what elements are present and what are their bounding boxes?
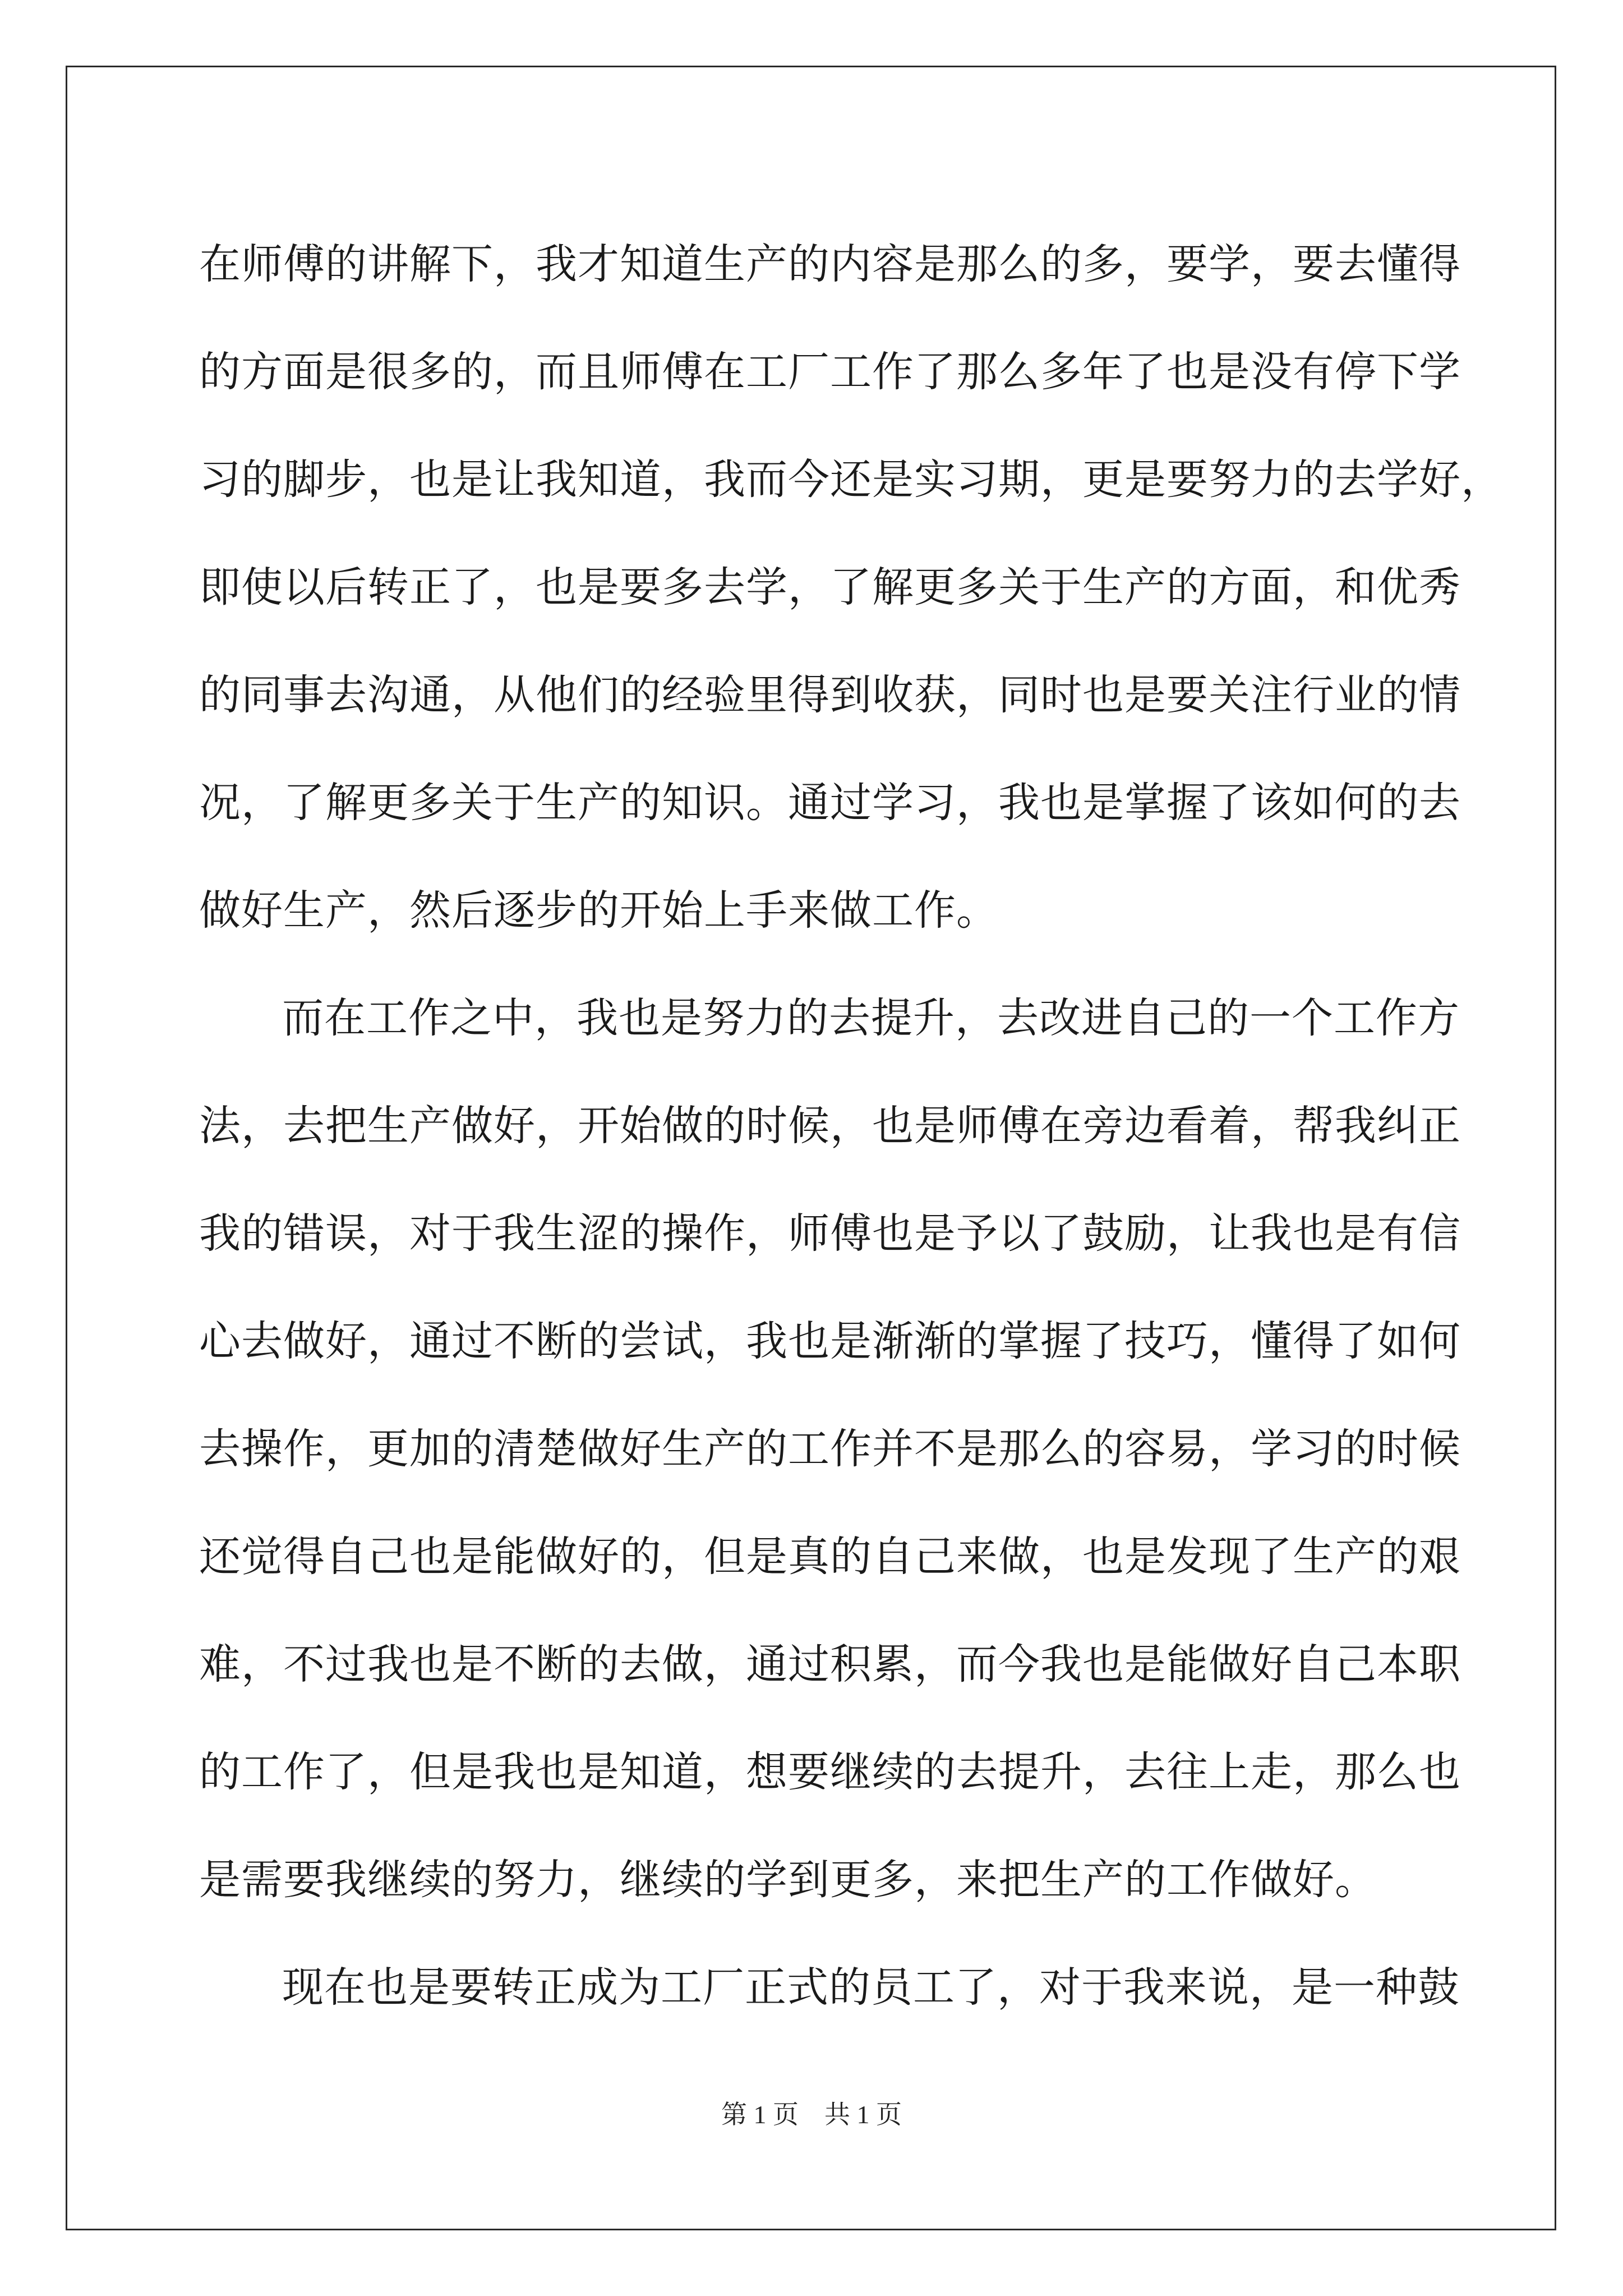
text-line: 的方面是很多的，而且师傅在工厂工作了那么多年了也是没有停下学 — [199, 348, 1461, 396]
text-line: 的工作了，但是我也是知道，想要继续的去提升，去往上走，那么也 — [199, 1748, 1461, 1796]
paragraph-start-line: 而在工作之中，我也是努力的去提升，去改进自己的一个工作方 — [282, 994, 1460, 1042]
text-line: 难，不过我也是不断的去做，通过积累，而今我也是能做好自己本职 — [199, 1640, 1461, 1688]
document-body — [199, 210, 1503, 2041]
text-line: 的同事去沟通，从他们的经验里得到收获，同时也是要关注行业的情 — [199, 671, 1461, 719]
text-line: 是需要我继续的努力，继续的学到更多，来把生产的工作做好。 — [199, 1856, 1377, 1904]
page-number-footer: 第 1 页 共 1 页 — [721, 2100, 902, 2129]
text-line: 即使以后转正了，也是要多去学，了解更多关于生产的方面，和优秀 — [199, 563, 1461, 611]
paragraph-start-line: 现在也是要转正成为工厂正式的员工了，对于我来说，是一种鼓 — [282, 1963, 1460, 2012]
text-line: 法，去把生产做好，开始做的时候，也是师傅在旁边看着，帮我纠正 — [199, 1102, 1461, 1150]
text-line: 做好生产，然后逐步的开始上手来做工作。 — [199, 886, 998, 935]
text-line: 在师傅的讲解下，我才知道生产的内容是那么的多，要学，要去懂得 — [199, 240, 1461, 288]
text-line: 还觉得自己也是能做好的，但是真的自己来做，也是发现了生产的艰 — [199, 1533, 1461, 1581]
text-line: 习的脚步，也是让我知道，我而今还是实习期，更是要努力的去学好， — [199, 455, 1503, 504]
text-line: 我的错误，对于我生涩的操作，师傅也是予以了鼓励，让我也是有信 — [199, 1209, 1461, 1258]
text-line: 去操作，更加的清楚做好生产的工作并不是那么的容易，学习的时候 — [199, 1425, 1461, 1473]
text-line: 心去做好，通过不断的尝试，我也是渐渐的掌握了技巧，懂得了如何 — [199, 1317, 1461, 1365]
text-line: 况，了解更多关于生产的知识。通过学习，我也是掌握了该如何的去 — [199, 779, 1461, 827]
